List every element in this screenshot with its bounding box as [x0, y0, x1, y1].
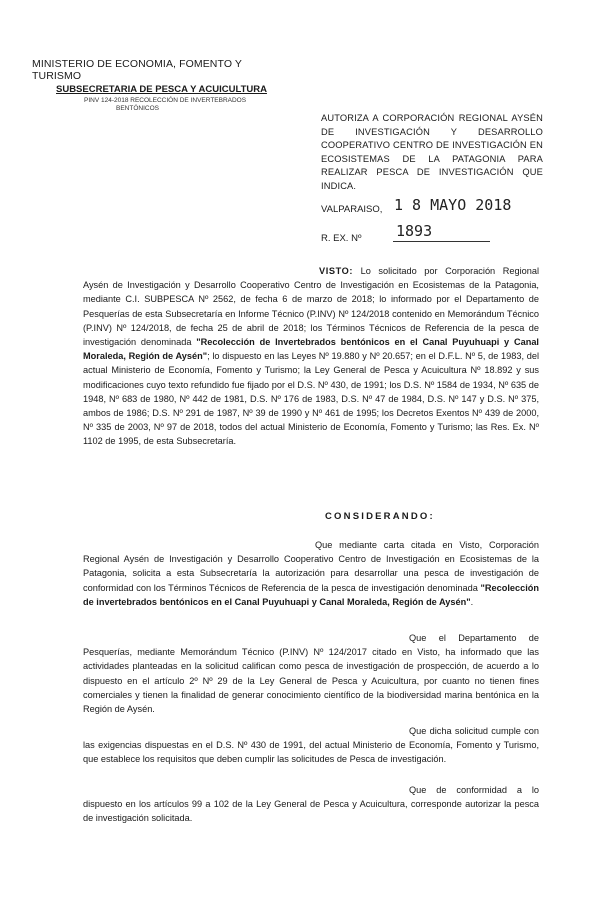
rex-label: R. EX. Nº	[321, 233, 362, 244]
considerando-paragraph-3: Que dicha solicitud cumple con las exigencias dispuestas en el D.S. Nº 430 de 1991, del actual Ministerio de Economía, Fomento y Turismo, que establece los requisitos que deben cumplir las solicitudes de Pesca de investigación.	[83, 726, 539, 765]
rex-number: 1893	[396, 222, 433, 240]
p1-text: Que mediante carta citada en Visto, Corporación Regional Aysén de Investigación y Desarrollo Cooperativo Centro de Investigación en Ecosistemas de la Patagonia, solicita a esta Subsecretaría la autorización para desarrollar una pesca de investigación de conformidad con los Términos Técnicos de Referencia de la pesca de investigación denominada	[83, 540, 539, 593]
considerando-paragraph-1	[83, 538, 539, 609]
p1-project-name: "Recolección de invertebrados bentónicos en el Canal Puyuhuapi y Canal Moraleda, Región de Aysén"	[83, 582, 539, 607]
date-stamp: 1 8 MAYO 2018	[394, 196, 512, 214]
considerando-paragraph-4: Que de conformidad a lo dispuesto en los artículos 99 a 102 de la Ley General de Pesca y Acuicultura, corresponde autorizar la pesca de investigación solicitada.	[83, 785, 539, 824]
rex-underline	[393, 241, 490, 242]
resolution-title: AUTORIZA A CORPORACIÓN REGIONAL AYSÉN DE INVESTIGACIÓN Y DESARROLLO COOPERATIVO CENTRO DE INVESTIGACIÓN EN ECOSISTEMAS DE LA PATAGONIA PARA REALIZAR PESCA DE INVESTIGACIÓN QUE INDICA.	[321, 113, 543, 191]
p1-end: .	[470, 596, 474, 607]
visto-project-name: "Recolección de Invertebrados bentónicos en el Canal Puyuhuapi y Canal Moraleda, Región de Aysén"	[83, 337, 539, 362]
ministry-name: MINISTERIO DE ECONOMIA, FOMENTO Y TURISMO	[32, 58, 242, 82]
place-label: VALPARAISO,	[321, 204, 383, 215]
reference-line: PINV 124-2018 RECOLECCIÓN DE INVERTEBRADOS	[84, 97, 247, 104]
visto-paragraph	[83, 264, 539, 449]
considerando-paragraph-2: Que el Departamento de Pesquerías, mediante Memorándum Técnico (P.INV) Nº 124/2017 citado en Visto, ha informado que las actividades planteadas en la solicitud califican como pesca de investigación de prospección, de acuerdo a lo dispuesto en el artículo 2º Nº 29 de la Ley General de Pesca y Acuicultura, por cuanto no tienen fines comerciales y tienen la finalidad de generar conocimiento científico de la biodiversidad marina bentónica en la Región de Aysén.	[83, 633, 539, 715]
reference-line-2: BENTÓNICOS	[116, 105, 159, 112]
visto-text-2: ; lo dispuesto en las Leyes Nº 19.880 y Nº 20.657; en el D.F.L. Nº 5, de 1983, del actual Ministerio de Economía, Fomento y Turismo; la Ley General de Pesca y Acuicultura Nº 18.892 y sus modificaciones cuyo texto refundido fue fijado por el D.S. Nº 430, de 1991; los D.S. Nº 1584 de 1934, Nº 635 de 1948, Nº 683 de 1980, Nº 442 de 1981, D.S. Nº 176 de 1983, D.S. Nº 47 de 1984, D.S. Nº 147 y D.S. Nº 375, ambos de 1986; D.S. Nº 291 de 1987, Nº 39 de 1990 y Nº 461 de 1995; los Decretos Exentos Nº 439 de 2000, Nº 335 de 2003, Nº 97 de 2018, todos del actual Ministerio de Economía, Fomento y Turismo; las Res. Ex. Nº 1102 de 1995, de esta Subsecretaría.	[83, 351, 539, 447]
subsecretaria-name: SUBSECRETARIA DE PESCA Y ACUICULTURA	[56, 84, 267, 95]
issuing-authority	[32, 58, 282, 112]
visto-label: VISTO:	[319, 266, 354, 276]
visto-text: Lo solicitado por Corporación Regional Aysén de Investigación y Desarrollo Cooperativo Centro de Investigación en Ecosistemas de la Patagonia, mediante C.I. SUBPESCA Nº 2562, de fecha 6 de marzo de 2018; lo informado por el Departamento de Pesquerías de esta Subsecretaría en Informe Técnico (P.INV) Nº 124/2018 contenido en Memorándum Técnico (P.INV) Nº 124/2018, de fecha 25 de abril de 2018; los Términos Técnicos de Referencia de la pesca de investigación denominada	[83, 266, 539, 348]
considerando-heading: CONSIDERANDO:	[325, 511, 435, 522]
